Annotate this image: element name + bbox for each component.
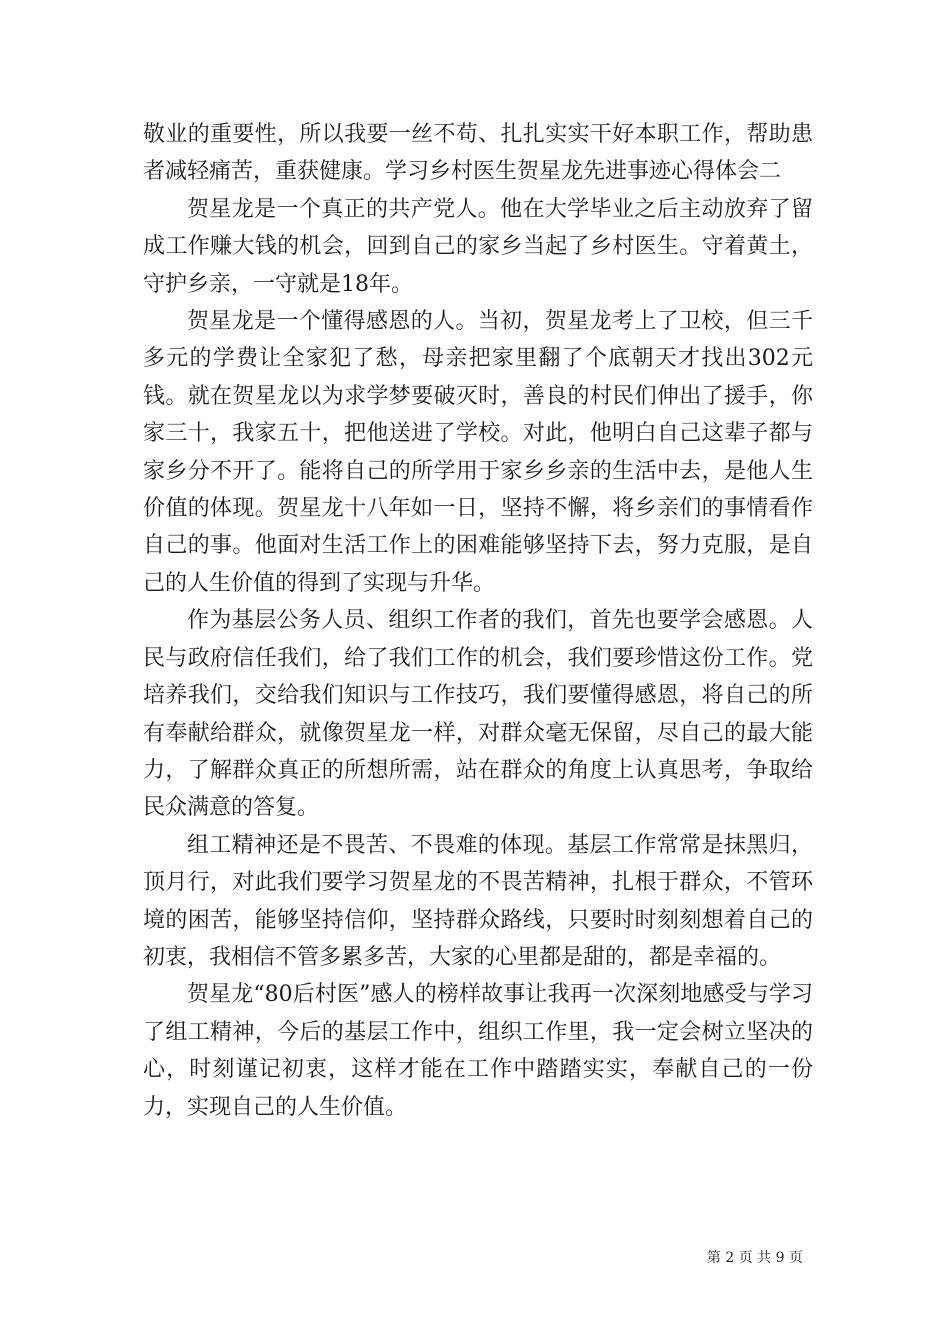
paragraph-organization-spirit: 组工精神还是不畏苦、不畏难的体现。基层工作常常是抹黑归，顶月行，对此我们要学习贺星龙的不畏苦精神，扎根于群众，不管环境的困苦，能够坚持信仰，坚持群众路线，只要时时刻刻想着自己的初衷，我相信不管多累多苦，大家的心里都是甜的，都是幸福的。	[143, 832, 813, 970]
paragraph-continuation: 敬业的重要性，所以我要一丝不苟、扎扎实实干好本职工作，帮助患者减轻痛苦，重获健康。学习乡村医生贺星龙先进事迹心得体会二	[143, 122, 813, 185]
document-body	[143, 116, 813, 1126]
paragraph-communist: 贺星龙是一个真正的共产党人。他在大学毕业之后主动放弃了留成工作赚大钱的机会，回到自己的家乡当起了乡村医生。守着黄土，守护乡亲，一守就是18年。	[143, 196, 813, 297]
paragraph-gratitude: 贺星龙是一个懂得感恩的人。当初，贺星龙考上了卫校，但三千多元的学费让全家犯了愁，母亲把家里翻了个底朝天才找出302元钱。就在贺星龙以为求学梦要破灭时，善良的村民们伸出了援手，你家三十，我家五十，把他送进了学校。对此，他明白自己这辈子都与家乡分不开了。能将自己的所学用于家乡乡亲的生活中去，是他人生价值的体现。贺星龙十八年如一日，坚持不懈，将乡亲们的事情看作自己的事。他面对生活工作上的困难能够坚持下去，努力克服，是自己的人生价值的得到了实现与升华。	[143, 309, 813, 596]
page-number-footer: 第 2 页 共 9 页	[706, 1250, 803, 1266]
paragraph-conclusion: 贺星龙“80后村医”感人的榜样故事让我再一次深刻地感受与学习了组工精神，今后的基层工作中，组织工作里，我一定会树立坚决的心，时刻谨记初衷，这样才能在工作中踏踏实实，奉献自己的一份力，实现自己的人生价值。	[143, 982, 813, 1120]
paragraph-civil-servant: 作为基层公务人员、组织工作者的我们，首先也要学会感恩。人民与政府信任我们，给了我们工作的机会，我们要珍惜这份工作。党培养我们，交给我们知识与工作技巧，我们要懂得感恩，将自己的所有奉献给群众，就像贺星龙一样，对群众毫无保留，尽自己的最大能力，了解群众真正的所想所需，站在群众的角度上认真思考，争取给民众满意的答复。	[143, 608, 813, 821]
